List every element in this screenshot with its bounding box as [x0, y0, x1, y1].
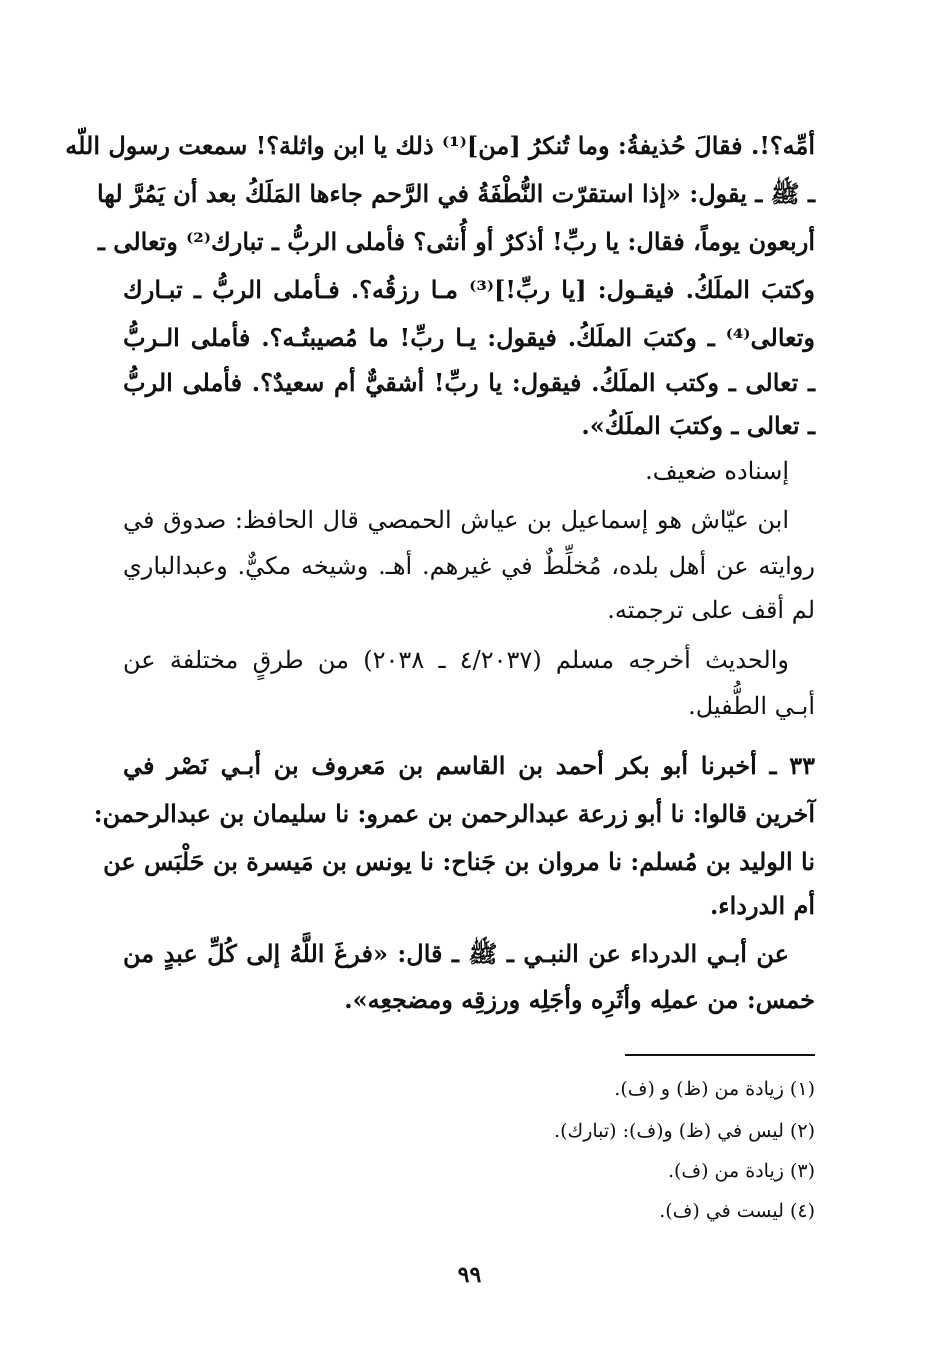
isnad-grading: إسناده ضعيف. — [645, 457, 789, 485]
body-line: وكتبَ الملَكُ. فيقـول: [يا ربِّ!]⁽³⁾ مـا رزقُه؟. فـأملى الربُّ ـ تبـارك — [123, 275, 816, 304]
body-line: روايته عن أهل بلده، مُخلِّطٌ في غيرهم. أهـ. وشيخه مكيٌّ. وعبدالباري — [123, 552, 815, 580]
body-line: ـ تعالى ـ وكتبَ الملَكُ». — [581, 411, 815, 440]
page-number: ٩٩ — [457, 1262, 482, 1288]
body-line: ابن عيّاش هو إسماعيل بن عياش الحمصي قال الحافظ: صدوق في — [123, 506, 789, 534]
body-line: أربعون يوماً، فقال: يا ربِّ! أذكرٌ أو أُنثى؟ فأملى الربُّ ـ تبارك⁽²⁾ وتعالى ـ — [97, 227, 815, 256]
body-line: خمس: من عملِه وأثَرِه وأجَلِه ورزقِه ومضجعِه». — [344, 985, 815, 1014]
body-line: عن أبـي الدرداء عن النبـي ـ ﷺ ـ قال: «فرغَ اللَّهُ إلى كُلِّ عبدٍ من — [123, 939, 789, 968]
body-line: والحديث أخرجه مسلم (٤/٢٠٣٧ ـ ٢٠٣٨) من طرقٍ مختلفة عن — [123, 646, 789, 674]
body-line: نا الوليد بن مُسلم: نا مروان بن جَناح: نا يونس بن مَيسرة بن حَلْبَس عن — [103, 847, 815, 876]
footnote-2: (٢) ليس في (ظ) و(ف): (تبارك). — [554, 1120, 815, 1142]
body-line: أبـي الطُّفيل. — [688, 692, 815, 720]
footnote-divider — [625, 1054, 815, 1056]
body-line: أمِّه؟!. فقالَ حُذيفةُ: وما تُنكرُ [من]⁽¹⁾ ذلك يا ابن واثلة؟! سمعت رسول اللّه — [65, 131, 815, 160]
body-line: لم أقف على ترجمته. — [607, 596, 815, 624]
body-line: وتعالى⁽⁴⁾ ـ وكتبَ الملَكُ. فيقول: يـا ربِّ! ما مُصيبتُـه؟. فأملى الـربُّ — [123, 323, 815, 352]
hadith-33-heading: ٣٣ ـ أخبرنا أبو بكر أحمد بن القاسم بن مَعروف بن أبـي نَصْر في — [123, 751, 815, 780]
body-line: آخرين قالوا: نا أبو زرعة عبدالرحمن بن عمرو: نا سليمان بن عبدالرحمن: — [93, 799, 815, 828]
body-line: ـ تعالى ـ وكتب الملَكُ. فيقول: يا ربِّ! أشقيٌّ أم سعيدٌ؟. فأملى الربُّ — [123, 368, 815, 397]
footnote-1: (١) زيادة من (ظ) و (ف). — [614, 1078, 815, 1100]
body-line: ـ ﷺ ـ يقول: «إذا استقرّت النُّطْفَةُ في الرَّحم جاءها المَلَكُ بعد أن يَمُرَّ لها — [96, 179, 815, 208]
footnote-3: (٣) زيادة من (ف). — [667, 1160, 815, 1182]
footnote-4: (٤) ليست في (ف). — [659, 1200, 815, 1222]
body-line: أم الدرداء. — [709, 891, 815, 920]
